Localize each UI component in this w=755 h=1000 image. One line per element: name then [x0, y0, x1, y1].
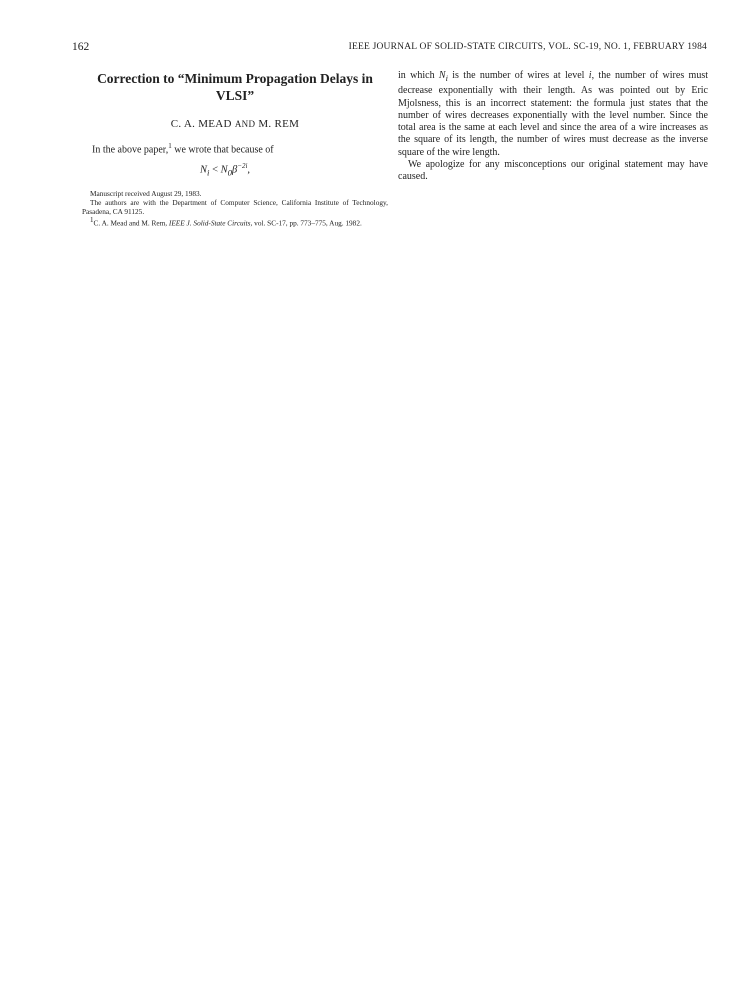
running-head: IEEE JOURNAL OF SOLID-STATE CIRCUITS, VOL. SC-19, NO. 1, FEBRUARY 1984	[348, 42, 707, 52]
footnote-affiliation: The authors are with the Department of Computer Science, California Institute of Technology, Pasadena, CA 91125.	[82, 198, 388, 217]
eq-rhs: N	[220, 164, 228, 176]
eq-op: <	[209, 164, 221, 176]
intro-text: In the above paper,	[92, 144, 169, 156]
ref-end: vol. SC-17, pp. 773–775, Aug. 1982.	[254, 218, 362, 228]
eq-beta: β	[232, 164, 238, 176]
eq-rhs-sub: 0	[227, 167, 233, 178]
p1-b: is the number of wires at level	[447, 70, 589, 81]
author-and: AND	[234, 119, 256, 129]
p1-c: , the number of wires must decrease exponentially with their length. As was pointed out by Eric Mjolsness, this is an incorrect statement: the formula just states that the number of wires decreases exponentially with the level number. Since the total area is the same at each level and since the area of a wire increases as the square of its length, the number of wires must decrease as the inverse square of the wire length.	[398, 70, 709, 158]
eq-end: ,	[247, 164, 251, 176]
footnote-reference	[82, 216, 388, 227]
p1-sub: i	[445, 74, 448, 83]
footnote-mark: 1	[168, 142, 172, 150]
ref-authors: C. A. Mead and M. Rem,	[93, 218, 168, 228]
footnote-reference-mark: 1	[90, 216, 94, 225]
author-1: C. A. MEAD	[170, 118, 232, 130]
author-2: M. REM	[258, 118, 300, 130]
intro-paragraph	[82, 140, 388, 157]
right-paragraph-1	[398, 70, 708, 159]
right-column	[398, 70, 708, 184]
eq-exp: −2i	[237, 161, 248, 170]
p1-i: i	[588, 70, 592, 81]
footnotes	[82, 189, 388, 227]
ref-journal: IEEE J. Solid-State Circuits,	[168, 218, 253, 228]
article-title: Correction to “Minimum Propagation Delays in VLSI”	[97, 71, 373, 103]
eq-lhs: N	[200, 164, 208, 176]
equation	[200, 162, 388, 178]
left-column	[82, 70, 388, 228]
footnote-received: Manuscript received August 29, 1983.	[90, 189, 202, 199]
eq-lhs-sub: i	[207, 167, 210, 178]
intro-text-end: we wrote that because of	[171, 144, 274, 156]
page-number: 162	[72, 41, 90, 53]
p1-n: N	[438, 70, 446, 81]
right-paragraph-2: We apologize for any misconceptions our original statement may have caused.	[398, 159, 708, 183]
authors	[82, 118, 388, 130]
p1-a: in which	[398, 70, 439, 81]
